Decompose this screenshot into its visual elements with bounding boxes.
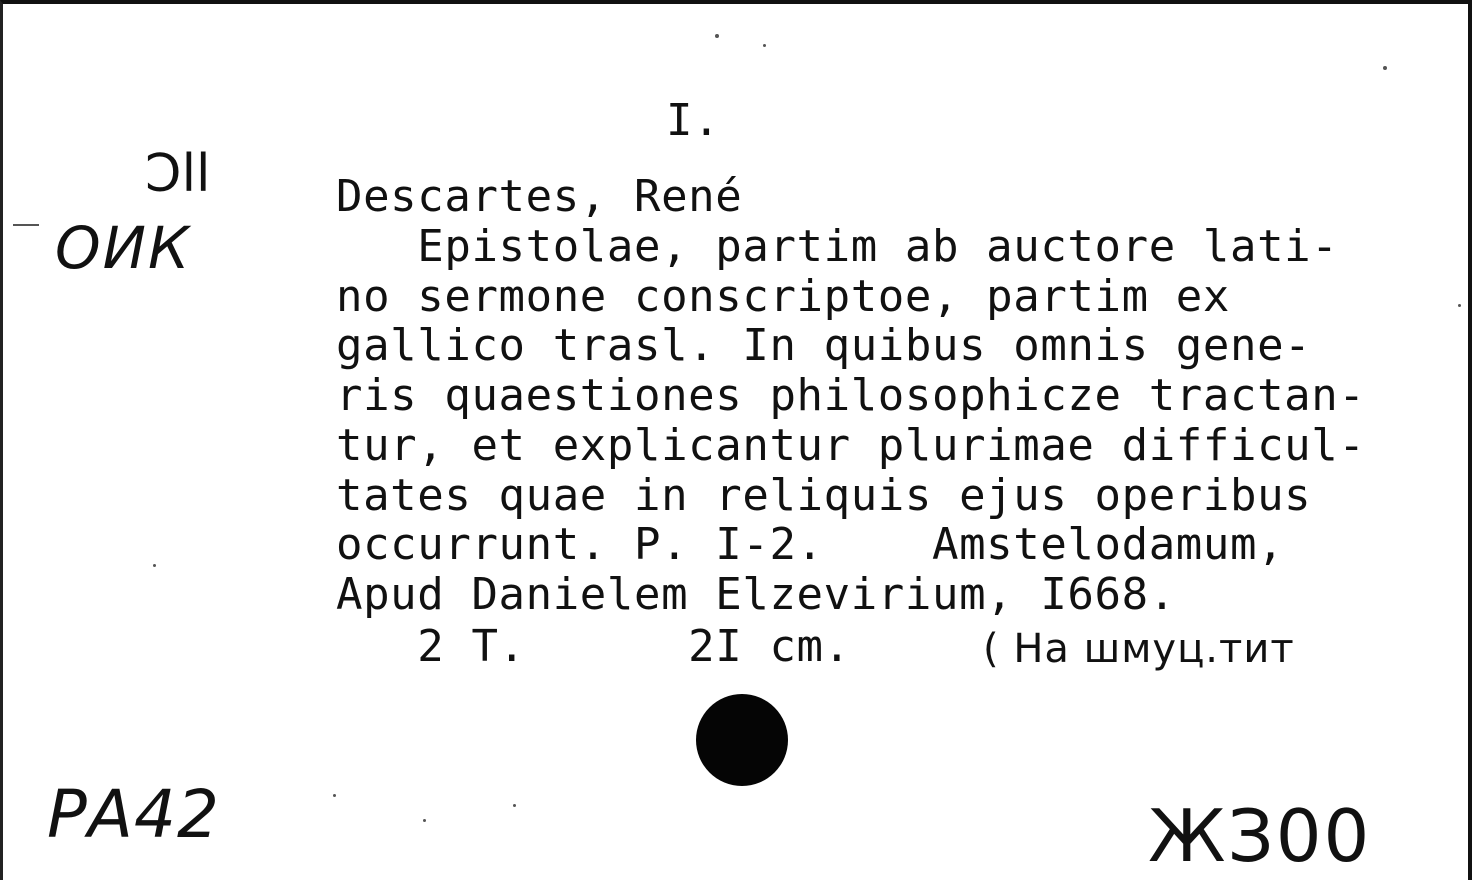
card-text-line: tates quae in reliquis ejus operibus <box>336 470 1312 521</box>
scan-speck <box>333 794 336 797</box>
handwritten-code-top: Ɔll <box>145 144 211 204</box>
scan-speck <box>153 564 156 567</box>
card-text-line: Epistolae, partim ab auctore lati- <box>336 221 1339 272</box>
punch-hole <box>696 694 788 786</box>
scan-speck <box>423 819 426 822</box>
scan-speck <box>715 34 719 38</box>
handwritten-stamp: ЖЗ00 <box>1148 794 1372 878</box>
scan-speck <box>513 804 516 807</box>
handwritten-shelfmark: РА42 <box>47 776 220 853</box>
card-text-line: tur, et explicantur plurimae difficul- <box>336 420 1366 471</box>
physical-description: 2 T. 2I cm. <box>336 621 851 672</box>
handwritten-collection: ОИК <box>55 214 192 282</box>
scan-speck <box>1458 304 1461 307</box>
card-text-line: occurrunt. P. I-2. Amstelodamum, <box>336 519 1285 570</box>
scan-speck <box>763 44 766 47</box>
card-text-line: Descartes, René <box>336 171 743 222</box>
scan-speck <box>1383 66 1387 70</box>
card-text-line: ris quaestiones philosophicze tractan- <box>336 370 1366 421</box>
card-text-line: Apud Danielem Elzevirium, I668. <box>336 569 1176 620</box>
handwritten-note: ( На шмуц.тит <box>983 626 1295 672</box>
card-text-line: gallico trasl. In quibus omnis gene- <box>336 320 1312 371</box>
scan-speck <box>13 224 39 226</box>
card-number: I. <box>666 95 721 146</box>
card-text-line: no sermone conscriptoe, partim ex <box>336 271 1230 322</box>
